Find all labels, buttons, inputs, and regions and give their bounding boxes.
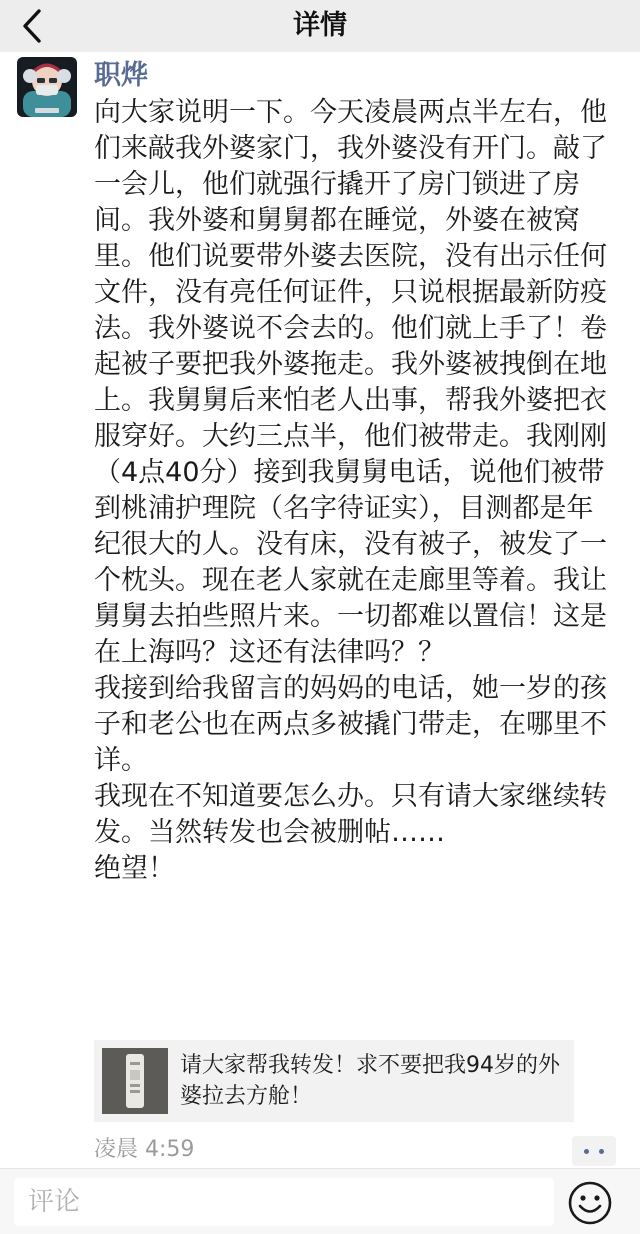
smiley-icon	[566, 1179, 614, 1227]
document-thumbnail-icon	[102, 1048, 168, 1114]
back-chevron-icon	[14, 6, 54, 46]
post-paragraph: 向大家说明一下。今天凌晨两点半左右，他们来敲我外婆家门，我外婆没有开门。敲了一会儿，他们就强行撬开了房门锁进了房间。我外婆和舅舅都在睡觉，外婆在被窝里。他们说要带外婆去医院，没有出示任何文件，没有亮任何证件，只说根据最新防疫法。我外婆说不会去的。他们就上手了！卷起被子要把我外婆拖走。我外婆被拽倒在地上。我舅舅后来怕老人出事，帮我外婆把衣服穿好。大约三点半，他们被带走。我刚刚（4点40分）接到我舅舅电话，说他们被带到桃浦护理院（名字待证实），目测都是年纪很大的人。没有床，没有被子，被发了一个枕头。现在老人家就在走廊里等着。我让舅舅去拍些照片来。一切都难以置信！这是在上海吗？这还有法律吗？？	[94, 97, 607, 668]
post-timestamp: 凌晨 4:59	[94, 1137, 195, 1162]
top-navigation-bar	[0, 0, 640, 52]
author-name[interactable]: 职烨	[94, 60, 148, 91]
more-dot	[584, 1149, 589, 1154]
shared-link-card[interactable]	[94, 1040, 574, 1122]
post-paragraph: 绝望！	[94, 853, 175, 884]
more-actions-button[interactable]	[572, 1136, 616, 1166]
author-avatar[interactable]	[17, 57, 77, 117]
shared-link-thumbnail	[102, 1048, 168, 1114]
post-paragraph: 我接到给我留言的妈妈的电话，她一岁的孩子和老公也在两点多被撬门带走，在哪里不详。	[94, 673, 607, 776]
page-title: 详情	[293, 10, 347, 41]
back-button[interactable]	[14, 6, 54, 46]
comment-placeholder: 评论	[28, 1187, 81, 1217]
comment-input[interactable]	[14, 1178, 554, 1226]
shared-link-title: 请大家帮我转发！求不要把我94岁的外婆拉去方舱！	[180, 1053, 560, 1109]
post-paragraph: 我现在不知道要怎么办。只有请大家继续转发。当然转发也会被删帖……	[94, 781, 607, 848]
comment-bar	[0, 1168, 640, 1234]
more-dot	[599, 1149, 604, 1154]
emoji-button[interactable]	[566, 1179, 614, 1227]
post-body	[94, 95, 618, 887]
nurse-avatar-icon	[17, 57, 77, 117]
